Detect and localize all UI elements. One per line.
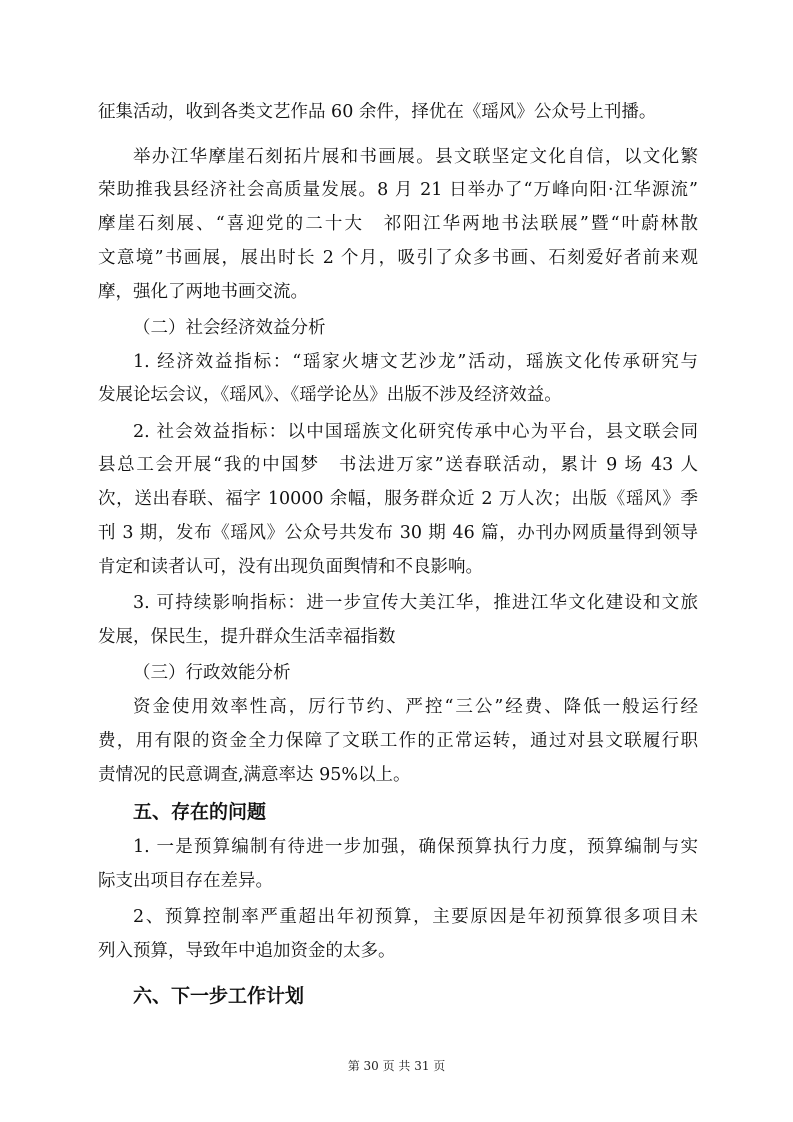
paragraph-line: 际支出项目存在差异。: [98, 871, 273, 891]
section-subheading: （二）社会经济效益分析: [133, 318, 326, 338]
paragraph-line: 列入预算，导致年中追加资金的太多。: [98, 941, 396, 961]
paragraph-line: 荣助推我县经济社会高质量发展。8 月 21 日举办了“万峰向阳·江华源流”: [98, 180, 698, 200]
paragraph-line: 肯定和读者认可，没有出现负面舆情和不良影响。: [98, 557, 483, 577]
section-heading: 六、下一步工作计划: [133, 985, 305, 1007]
paragraph-line: 征集活动，收到各类文艺作品 60 余件，择优在《瑶风》公众号上刊播。: [98, 102, 657, 122]
paragraph-line: 次，送出春联、福字 10000 余幅，服务群众近 2 万人次；出版《瑶风》季: [98, 489, 698, 509]
paragraph-line: 资金使用效率性高，厉行节约、严控“三公”经费、降低一般运行经: [133, 697, 698, 717]
paragraph-line: 摩，强化了两地书画交流。: [98, 282, 308, 302]
paragraph-line: 县总工会开展“我的中国梦 书法进万家”送春联活动，累计 9 场 43 人: [98, 455, 698, 475]
paragraph-line: 责情况的民意调查,满意率达 95%以上。: [98, 765, 411, 785]
paragraph-line: 举办江华摩崖石刻拓片展和书画展。县文联坚定文化自信，以文化繁: [133, 147, 698, 167]
section-subheading: （三）行政效能分析: [133, 663, 291, 683]
paragraph-line: 刊 3 期，发布《瑶风》公众号共发布 30 期 46 篇，办刊办网质量得到领导: [98, 523, 698, 543]
paragraph-line: 1. 一是预算编制有待进一步加强，确保预算执行力度，预算编制与实: [133, 837, 698, 857]
paragraph-line: 1. 经济效益指标：“瑶家火塘文艺沙龙”活动，瑶族文化传承研究与: [133, 352, 698, 372]
paragraph-line: 费，用有限的资金全力保障了文联工作的正常运转，通过对县文联履行职: [98, 731, 698, 751]
section-heading: 五、存在的问题: [133, 801, 267, 823]
paragraph-line: 发展论坛会议，《瑶风》、《瑶学论丛》出版不涉及经济效益。: [98, 385, 562, 405]
paragraph-line: 摩崖石刻展、“喜迎党的二十大 祁阳江华两地书法联展”暨“叶蔚林散: [98, 214, 698, 234]
page-number-footer: 第 30 页 共 31 页: [347, 1059, 446, 1073]
paragraph-line: 2. 社会效益指标：以中国瑶族文化研究传承中心为平台，县文联会同: [133, 422, 698, 442]
paragraph-line: 发展，保民生，提升群众生活幸福指数: [98, 627, 396, 647]
paragraph-line: 3. 可持续影响指标：进一步宣传大美江华，推进江华文化建设和文旅: [133, 593, 698, 613]
paragraph-line: 文意境”书画展，展出时长 2 个月，吸引了众多书画、石刻爱好者前来观: [98, 248, 698, 268]
paragraph-line: 2、预算控制率严重超出年初预算，主要原因是年初预算很多项目未: [133, 907, 698, 927]
